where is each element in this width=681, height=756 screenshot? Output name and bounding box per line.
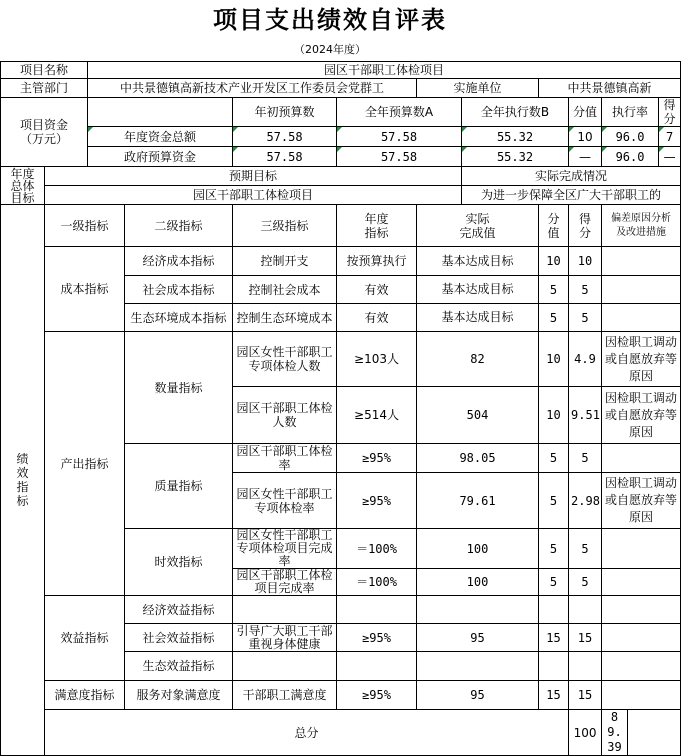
funds-row-total-initial: 57.58 (233, 127, 337, 147)
cost-l1: 成本指标 (45, 247, 125, 332)
output-row-value: 5 (539, 473, 569, 529)
funds-row-total-score-value: 10 (569, 127, 602, 147)
goal-label: 年度 总体 目标 (1, 167, 45, 205)
output-row-reason (602, 569, 681, 596)
impl-value: 中共景德镇高新 (539, 79, 681, 98)
page-title: 项目支出绩效自评表 (213, 5, 447, 34)
cost-row-target: 有效 (337, 304, 417, 332)
output-row-actual: 79.61 (417, 473, 539, 529)
perf-header-l2: 二级指标 (125, 205, 233, 247)
output-row-value: 5 (539, 569, 569, 596)
output-row-l3: 园区干部职工体检率 (233, 444, 337, 473)
benefit-row-target (337, 652, 417, 681)
cost-row-score: 5 (569, 304, 602, 332)
output-row-score: 5 (569, 444, 602, 473)
output-row-target: ＝100% (337, 569, 417, 596)
funds-header-exec: 全年执行数B (462, 98, 569, 127)
total-value: 100 (569, 710, 602, 756)
funds-row-gov-name: 政府预算资金 (88, 147, 233, 167)
benefit-row-l3 (233, 652, 337, 681)
funds-row-gov-annual: 57.58 (337, 147, 462, 167)
benefit-row-l3: 引导广大职工干部重视身体健康 (233, 624, 337, 652)
cost-row-l3: 控制社会成本 (233, 276, 337, 304)
output-row-target: ≥514人 (337, 387, 417, 444)
benefit-row-score (569, 596, 602, 624)
funds-row-total-annual: 57.58 (337, 127, 462, 147)
output-row-l3: 园区干部职工体检项目完成率 (233, 569, 337, 596)
cost-row-l2: 社会成本指标 (125, 276, 233, 304)
funds-row-total-score: 7 (659, 127, 681, 147)
cost-row-value: 10 (539, 247, 569, 276)
output-row-actual: 100 (417, 529, 539, 569)
output-row-score: 4.9 (569, 332, 602, 387)
total-score: 89.39 (602, 710, 628, 756)
benefit-row-score: 15 (569, 624, 602, 652)
funds-header-score: 得分 (659, 98, 681, 127)
cost-row-l2: 经济成本指标 (125, 247, 233, 276)
goal-expected-label: 预期目标 (45, 167, 462, 186)
cost-row-target: 有效 (337, 276, 417, 304)
satisfaction-reason (602, 681, 681, 710)
output-row-score: 5 (569, 569, 602, 596)
output-row-reason: 因检职工调动或自愿放弃等原因 (602, 332, 681, 387)
satisfaction-actual: 95 (417, 681, 539, 710)
output-row-l3: 园区干部职工体检人数 (233, 387, 337, 444)
output-row-value: 10 (539, 332, 569, 387)
goal-expected-value: 园区干部职工体检项目 (45, 186, 462, 205)
output-row-actual: 504 (417, 387, 539, 444)
output-row-l3: 园区女性干部职工专项体检率 (233, 473, 337, 529)
output-row-value: 5 (539, 444, 569, 473)
benefit-row-target: ≥95% (337, 624, 417, 652)
funds-row-total-name: 年度资金总额 (88, 127, 233, 147)
perf-header-l1: 一级指标 (45, 205, 125, 247)
funds-header-initial: 年初预算数 (233, 98, 337, 127)
goal-actual-label: 实际完成情况 (462, 167, 681, 186)
cost-row-value: 5 (539, 304, 569, 332)
funds-row-gov-score: — (659, 147, 681, 167)
output-row-target: ≥103人 (337, 332, 417, 387)
perf-header-value: 分 值 (539, 205, 569, 247)
cost-row-reason (602, 304, 681, 332)
output-row-l3: 园区女性干部职工专项体检项目完成率 (233, 529, 337, 569)
project-name-label: 项目名称 (1, 62, 88, 79)
cost-row-l3: 控制开支 (233, 247, 337, 276)
benefit-row-value (539, 652, 569, 681)
impl-label: 实施单位 (417, 79, 539, 98)
funds-row-total-exec: 55.32 (462, 127, 569, 147)
benefit-row-actual (417, 596, 539, 624)
funds-label: 项目资金 （万元） (1, 98, 88, 167)
benefit-row-reason (602, 624, 681, 652)
benefit-row-actual: 95 (417, 624, 539, 652)
output-quality-label: 质量指标 (125, 444, 233, 529)
benefit-row-target (337, 596, 417, 624)
cost-row-actual: 基本达成目标 (417, 247, 539, 276)
satisfaction-score: 15 (569, 681, 602, 710)
funds-row-total-rate: 96.0 (602, 127, 659, 147)
project-name-value: 园区干部职工体检项目 (88, 62, 681, 79)
cost-row-target: 按预算执行 (337, 247, 417, 276)
cost-row-actual: 基本达成目标 (417, 304, 539, 332)
output-row-actual: 98.05 (417, 444, 539, 473)
output-row-target: ≥95% (337, 473, 417, 529)
cost-row-l3: 控制生态环境成本 (233, 304, 337, 332)
perf-header-l3: 三级指标 (233, 205, 337, 247)
funds-header-annual: 全年预算数A (337, 98, 462, 127)
funds-row-gov-initial: 57.58 (233, 147, 337, 167)
output-row-score: 5 (569, 529, 602, 569)
output-row-value: 5 (539, 529, 569, 569)
total-label: 总分 (45, 710, 569, 756)
benefit-row-l2: 生态效益指标 (125, 652, 233, 681)
satisfaction-value: 15 (539, 681, 569, 710)
page-subtitle: （2024年度） (294, 43, 366, 56)
self-evaluation-table (0, 61, 681, 756)
cost-row-reason (602, 247, 681, 276)
goal-actual-value: 为进一步保障全区广大干部职工的 (462, 186, 681, 205)
benefit-row-score (569, 652, 602, 681)
output-time-label: 时效指标 (125, 529, 233, 596)
benefit-row-l2: 经济效益指标 (125, 596, 233, 624)
output-row-target: ＝100% (337, 529, 417, 569)
funds-name-header (88, 98, 233, 127)
benefit-row-value (539, 596, 569, 624)
cost-row-actual: 基本达成目标 (417, 276, 539, 304)
satisfaction-target: ≥95% (337, 681, 417, 710)
output-row-actual: 100 (417, 569, 539, 596)
output-row-l3: 园区女性干部职工专项体检人数 (233, 332, 337, 387)
perf-header-actual: 实际 完成值 (417, 205, 539, 247)
output-row-actual: 82 (417, 332, 539, 387)
cost-row-value: 5 (539, 276, 569, 304)
benefit-row-value: 15 (539, 624, 569, 652)
funds-header-rate: 执行率 (602, 98, 659, 127)
output-row-target: ≥95% (337, 444, 417, 473)
funds-row-gov-score-value: — (569, 147, 602, 167)
benefit-row-l2: 社会效益指标 (125, 624, 233, 652)
benefit-row-l3 (233, 596, 337, 624)
funds-row-gov-rate: 96.0 (602, 147, 659, 167)
total-blank (628, 710, 681, 756)
perf-label: 绩 效 指 标 (1, 205, 45, 756)
funds-row-gov-exec: 55.32 (462, 147, 569, 167)
satisfaction-l2: 服务对象满意度 (125, 681, 233, 710)
output-row-score: 9.51 (569, 387, 602, 444)
benefit-row-actual (417, 652, 539, 681)
output-row-reason: 因检职工调动或自愿放弃等原因 (602, 387, 681, 444)
output-row-score: 2.98 (569, 473, 602, 529)
perf-header-score: 得 分 (569, 205, 602, 247)
perf-header-target: 年度 指标 (337, 205, 417, 247)
benefit-l1: 效益指标 (45, 596, 125, 681)
output-row-reason (602, 529, 681, 569)
cost-row-score: 5 (569, 276, 602, 304)
satisfaction-l3: 干部职工满意度 (233, 681, 337, 710)
benefit-row-reason (602, 596, 681, 624)
funds-header-score-value: 分值 (569, 98, 602, 127)
output-row-reason (602, 444, 681, 473)
dept-value: 中共景德镇高新技术产业开发区工作委员会党群工 (88, 79, 417, 98)
dept-label: 主管部门 (1, 79, 88, 98)
benefit-row-reason (602, 652, 681, 681)
cost-row-score: 10 (569, 247, 602, 276)
output-quantity-label: 数量指标 (125, 332, 233, 444)
cost-row-reason (602, 276, 681, 304)
cost-row-l2: 生态环境成本指标 (125, 304, 233, 332)
output-l1: 产出指标 (45, 332, 125, 596)
output-row-reason: 因检职工调动或自愿放弃等原因 (602, 473, 681, 529)
output-row-value: 10 (539, 387, 569, 444)
perf-header-reason: 偏差原因分析 及改进措施 (602, 205, 681, 247)
satisfaction-l1: 满意度指标 (45, 681, 125, 710)
